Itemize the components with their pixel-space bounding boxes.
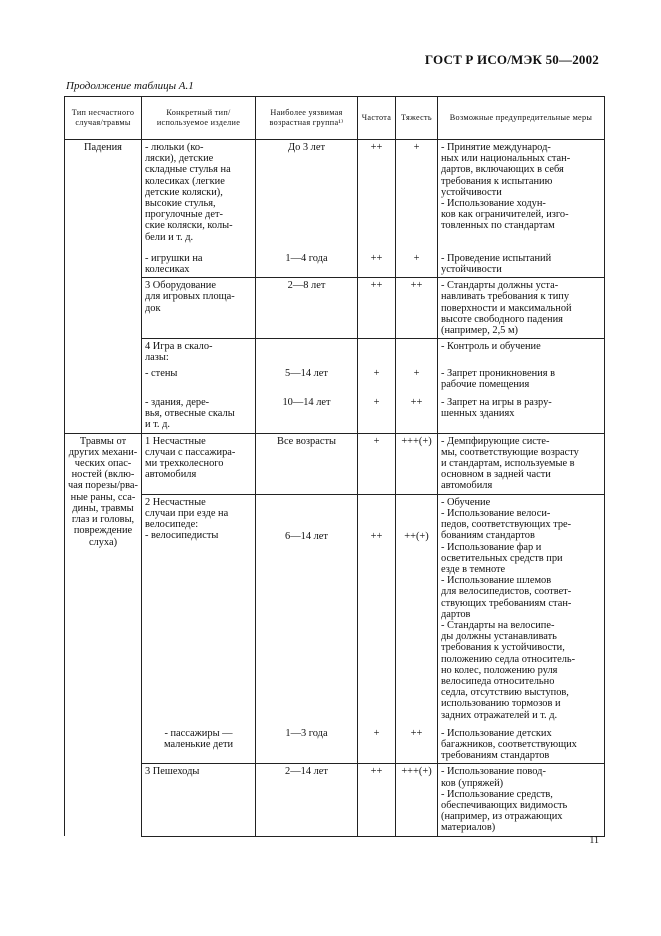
table-row <box>65 366 605 392</box>
table-row <box>65 278 605 339</box>
frequency-cell <box>358 339 396 366</box>
severity-cell: ++ <box>396 392 438 433</box>
category-cell: Травмы от других механи- ческих опас- ностей (вклю- чая порезы/рва- ные раны, сса- дины, травмы глаз и головы, повреждение слуха) <box>65 433 142 836</box>
table-row <box>65 140 605 245</box>
table-header-row <box>65 97 605 140</box>
product-cell: - стены <box>142 366 256 392</box>
measures-cell: - Проведение испытаний устойчивости <box>438 245 605 278</box>
frequency-cell: + <box>358 433 396 494</box>
injury-table <box>64 96 605 837</box>
table-row <box>65 392 605 433</box>
table-row <box>65 723 605 764</box>
age-cell: 2—8 лет <box>256 278 358 339</box>
age-cell: 10—14 лет <box>256 392 358 433</box>
age-cell: 1—4 года <box>256 245 358 278</box>
measures-cell: - Принятие международ- ных или национальных стан- дартов, включающих в себя требования к испытанию устойчивости - Использование ходун- ков как ограничителей, изго- товленных по стандартам <box>438 140 605 245</box>
age-cell: 5—14 лет <box>256 366 358 392</box>
frequency-cell: ++ <box>358 764 396 836</box>
table-row <box>65 764 605 836</box>
col-header-severity: Тяжесть <box>396 97 438 140</box>
severity-cell <box>396 339 438 366</box>
measures-cell: - Демпфирующие систе- мы, соответствующие возрасту и стандартам, используемые в основном в задней части автомобиля <box>438 433 605 494</box>
severity-cell: + <box>396 140 438 245</box>
col-header-age: Наиболее уязвимая возрастная группа¹⁾ <box>256 97 358 140</box>
product-cell: 3 Пешеходы <box>142 764 256 836</box>
severity-cell: +++(+) <box>396 764 438 836</box>
frequency-cell: + <box>358 366 396 392</box>
product-cell: 1 Несчастные случаи с пассажира- ми трехколесного автомобиля <box>142 433 256 494</box>
table-row <box>65 494 605 723</box>
measures-cell: - Запрет проникновения в рабочие помещения <box>438 366 605 392</box>
measures-cell: - Обучение - Использование велоси- педов, соответствующих тре- бованиям стандартов - Использование фар и осветительных средств при езде в темноте - Использование шлемов для велосипедистов, соответ- ствующих требованиям стан- дартов - Стандарты на велосипе- ды должны устанавливать требования к устойчивости, положению седла относитель- но колес, положению руля велосипеда относительно седла, отсутствию выступов, использованию тормозов и задних отражателей и т. д. <box>438 494 605 723</box>
col-header-product: Конкретный тип/используемое изделие <box>142 97 256 140</box>
document-code: ГОСТ Р ИСО/МЭК 50—2002 <box>424 52 599 67</box>
severity-cell: +++(+) <box>396 433 438 494</box>
frequency-cell: ++ <box>358 494 396 723</box>
product-cell: 4 Игра в скало- лазы: <box>142 339 256 366</box>
product-cell: - люльки (ко- ляски), детские складные стулья на колесиках (легкие детские коляски), высокие стулья, прогулочные дет- ские коляски, колы- бели и т. д. <box>142 140 256 245</box>
frequency-cell: + <box>358 723 396 764</box>
table-row <box>65 433 605 494</box>
frequency-cell: ++ <box>358 140 396 245</box>
product-cell: - игрушки на колесиках <box>142 245 256 278</box>
measures-cell: - Запрет на игры в разру- шенных зданиях <box>438 392 605 433</box>
col-header-measures: Возможные предупредительные меры <box>438 97 605 140</box>
product-cell: - здания, дере- вья, отвесные скалы и т. д. <box>142 392 256 433</box>
measures-cell: - Контроль и обучение <box>438 339 605 366</box>
age-cell <box>256 339 358 366</box>
table-caption: Продолжение таблицы А.1 <box>66 80 194 92</box>
age-cell: 2—14 лет <box>256 764 358 836</box>
table-row <box>65 339 605 366</box>
frequency-cell: + <box>358 392 396 433</box>
age-cell: 6—14 лет <box>256 494 358 723</box>
product-cell: 3 Оборудование для игровых площа- док <box>142 278 256 339</box>
measures-cell: - Стандарты должны уста- навливать требования к типу поверхности и максимальной высоте свободного падения (например, 2,5 м) <box>438 278 605 339</box>
product-cell: - пассажиры — маленькие дети <box>142 723 256 764</box>
col-header-frequency: Частота <box>358 97 396 140</box>
age-cell: Все возрасты <box>256 433 358 494</box>
age-cell: 1—3 года <box>256 723 358 764</box>
severity-cell: ++(+) <box>396 494 438 723</box>
category-cell: Падения <box>65 140 142 434</box>
frequency-cell: ++ <box>358 278 396 339</box>
table-row <box>65 245 605 278</box>
page-number: 11 <box>589 835 599 846</box>
severity-cell: + <box>396 245 438 278</box>
age-cell: До 3 лет <box>256 140 358 245</box>
frequency-cell: ++ <box>358 245 396 278</box>
severity-cell: ++ <box>396 278 438 339</box>
severity-cell: ++ <box>396 723 438 764</box>
col-header-type: Тип несчастного случая/травмы <box>65 97 142 140</box>
measures-cell: - Использование детских багажников, соответствующих требованиям стандартов <box>438 723 605 764</box>
product-cell: 2 Несчастные случаи при езде на велосипеде: - велосипедисты <box>142 494 256 723</box>
severity-cell: + <box>396 366 438 392</box>
measures-cell: - Использование повод- ков (упряжей) - Использование средств, обеспечивающих видимость (например, из отражающих материалов) <box>438 764 605 836</box>
